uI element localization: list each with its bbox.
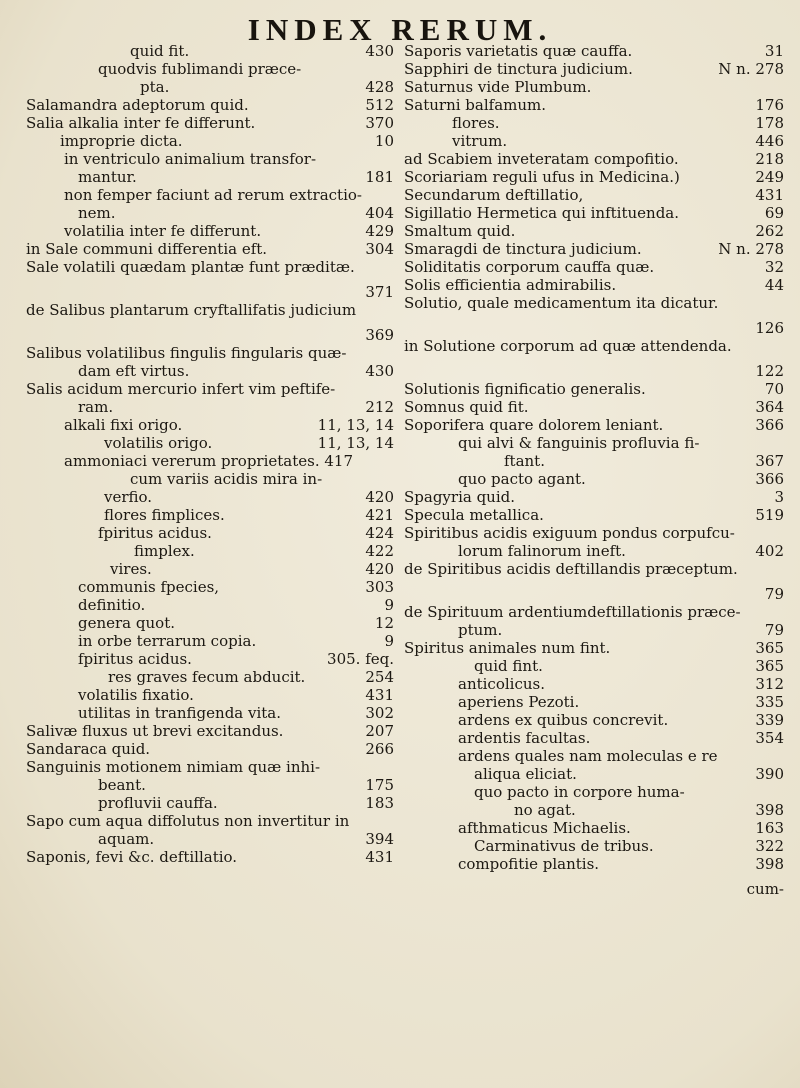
- entry-text: improprie dicta.: [60, 132, 183, 150]
- entry-text: verfio.: [104, 488, 153, 506]
- index-entry: [404, 240, 784, 258]
- entry-text: ad Scabiem inveteratam compofitio.: [404, 150, 679, 168]
- entry-text: profluvii cauffa.: [98, 794, 218, 812]
- entry-page-ref: 431: [365, 848, 394, 866]
- entry-page-ref: 422: [365, 542, 394, 560]
- entry-text: Smaragdi de tinctura judicium.: [404, 240, 642, 258]
- entry-text: Saturni balfamum.: [404, 96, 547, 114]
- index-entry: [404, 657, 784, 675]
- right-column: [404, 42, 784, 898]
- entry-text: nem.: [78, 204, 116, 222]
- entry-page-ref: 402: [755, 542, 784, 560]
- entry-page-ref: 420: [365, 560, 394, 578]
- index-entry: [18, 114, 394, 132]
- entry-text: Saturnus vide Plumbum.: [404, 78, 592, 96]
- index-entry: [18, 506, 394, 524]
- entry-page-ref: 212: [365, 398, 394, 416]
- index-entry: [18, 398, 394, 416]
- entry-page-ref: 266: [365, 740, 394, 758]
- index-entry: [18, 319, 394, 344]
- entry-page-ref: 369: [365, 326, 394, 344]
- index-entry: [18, 380, 394, 398]
- entry-page-ref: 394: [365, 830, 394, 848]
- entry-text: dam eft virtus.: [78, 362, 190, 380]
- entry-page-ref: 163: [755, 819, 784, 837]
- entry-page-ref: 431: [365, 686, 394, 704]
- entry-text: flores.: [452, 114, 500, 132]
- index-entry: [404, 380, 784, 398]
- index-entry: [404, 729, 784, 747]
- index-entry: [18, 668, 394, 686]
- entry-page-ref: 249: [755, 168, 784, 186]
- entry-text: Smaltum quid.: [404, 222, 516, 240]
- entry-page-ref: 365: [755, 657, 784, 675]
- entry-page-ref: 70: [764, 380, 784, 398]
- entry-text: de Spirituum ardentiumdeftillationis præce-: [404, 603, 741, 621]
- entry-text: in orbe terrarum copia.: [78, 632, 257, 650]
- entry-text: non femper faciunt ad rerum extractio-: [64, 186, 362, 204]
- left-column: [18, 42, 394, 866]
- entry-text: Salis acidum mercurio infert vim peftife-: [26, 380, 336, 398]
- index-entry: [404, 312, 784, 337]
- index-entry: [404, 204, 784, 222]
- entry-text: definitio.: [78, 596, 146, 614]
- index-entry: [404, 783, 784, 801]
- entry-text: Soporifera quare dolorem leniant.: [404, 416, 664, 434]
- entry-text: flores fimplices.: [104, 506, 225, 524]
- entry-text: Salia alkalia inter fe differunt.: [26, 114, 256, 132]
- entry-text: Salivæ fluxus ut brevi excitandus.: [26, 722, 284, 740]
- index-entry: [404, 578, 784, 603]
- entry-text: Solutionis fignificatio generalis.: [404, 380, 646, 398]
- index-entry: [18, 222, 394, 240]
- entry-text: compofitie plantis.: [458, 855, 600, 873]
- entry-page-ref: 207: [365, 722, 394, 740]
- entry-page-ref: 303: [365, 578, 394, 596]
- entry-text: utilitas in tranfigenda vita.: [78, 704, 282, 722]
- entry-text: aperiens Pezoti.: [458, 693, 580, 711]
- entry-text: Spiritus animales num fint.: [404, 639, 611, 657]
- entry-page-ref: 421: [365, 506, 394, 524]
- index-entry: [404, 747, 784, 765]
- entry-page-ref: 370: [365, 114, 394, 132]
- entry-page-ref: 390: [755, 765, 784, 783]
- index-entry: [404, 337, 784, 355]
- entry-page-ref: 429: [365, 222, 394, 240]
- entry-page-ref: 364: [755, 398, 784, 416]
- index-entry: [18, 416, 394, 434]
- index-entry: [404, 603, 784, 621]
- entry-page-ref: 446: [755, 132, 784, 150]
- entry-text: quodvis fublimandi præce-: [98, 60, 302, 78]
- entry-text: Sanguinis motionem nimiam quæ inhi-: [26, 758, 321, 776]
- entry-text: quid fint.: [474, 657, 543, 675]
- entry-text: de Spiritibus acidis deftillandis præceptum.: [404, 560, 738, 578]
- entry-text: Saporis varietatis quæ cauffa.: [404, 42, 633, 60]
- entry-text: Secundarum deftillatio,: [404, 186, 584, 204]
- entry-page-ref: 10: [374, 132, 394, 150]
- index-entry: [404, 78, 784, 96]
- index-entry: [404, 639, 784, 657]
- entry-text: cum variis acidis mira in-: [130, 470, 323, 488]
- entry-page-ref: 431: [755, 186, 784, 204]
- index-entry: [18, 848, 394, 866]
- entry-page-ref: 430: [365, 362, 394, 380]
- index-entry: [404, 711, 784, 729]
- entry-page-ref: 9: [384, 596, 394, 614]
- index-entry: [404, 60, 784, 78]
- index-entry: [404, 675, 784, 693]
- page-header: INDEX RERUM.: [247, 12, 553, 47]
- index-entry: [404, 693, 784, 711]
- entry-text: aquam.: [98, 830, 155, 848]
- entry-page-ref: 183: [365, 794, 394, 812]
- entry-page-ref: 178: [755, 114, 784, 132]
- index-entry: [404, 294, 784, 312]
- entry-text: Spagyria quid.: [404, 488, 516, 506]
- entry-text: volatilis fixatio.: [78, 686, 194, 704]
- index-entry: [18, 60, 394, 78]
- entry-text: lorum falinorum ineft.: [458, 542, 626, 560]
- index-entry: [18, 452, 394, 470]
- index-entry: [18, 578, 394, 596]
- index-entry: [404, 398, 784, 416]
- entry-text: Salamandra adeptorum quid.: [26, 96, 249, 114]
- entry-page-ref: 69: [764, 204, 784, 222]
- index-entry: [404, 542, 784, 560]
- entry-text: vitrum.: [452, 132, 508, 150]
- index-entry: [18, 812, 394, 830]
- entry-text: quo pacto agant.: [458, 470, 586, 488]
- entry-text: Soliditatis corporum cauffa quæ.: [404, 258, 655, 276]
- entry-page-ref: 366: [755, 416, 784, 434]
- index-entry: [18, 258, 394, 276]
- index-entry: [18, 596, 394, 614]
- entry-text: alkali fixi origo.: [64, 416, 183, 434]
- entry-page-ref: 302: [365, 704, 394, 722]
- entry-page-ref: 404: [365, 204, 394, 222]
- entry-page-ref: 322: [755, 837, 784, 855]
- entry-page-ref: 312: [755, 675, 784, 693]
- entry-page-ref: 79: [764, 585, 784, 603]
- index-entry: [18, 740, 394, 758]
- entry-page-ref: N n. 278: [718, 240, 784, 258]
- index-entry: [404, 114, 784, 132]
- index-entry: [404, 150, 784, 168]
- index-entry: [404, 855, 784, 873]
- entry-page-ref: 366: [755, 470, 784, 488]
- index-entry: [18, 434, 394, 452]
- entry-text: in Solutione corporum ad quæ attendenda.: [404, 337, 732, 355]
- index-entry: [404, 434, 784, 452]
- entry-page-ref: 254: [365, 668, 394, 686]
- index-entry: [18, 560, 394, 578]
- entry-text: communis fpecies,: [78, 578, 220, 596]
- index-entry: [404, 524, 784, 542]
- index-entry: [18, 758, 394, 776]
- entry-page-ref: 339: [755, 711, 784, 729]
- entry-text: Sale volatili quædam plantæ funt præditæ.: [26, 258, 355, 276]
- entry-text: ptum.: [458, 621, 503, 639]
- entry-text: fimplex.: [134, 542, 195, 560]
- entry-text: pta.: [140, 78, 170, 96]
- entry-text: anticolicus.: [458, 675, 545, 693]
- index-entry: [18, 301, 394, 319]
- entry-text: beant.: [98, 776, 146, 794]
- entry-page-ref: N n. 278: [718, 60, 784, 78]
- entry-page-ref: 398: [755, 801, 784, 819]
- index-entry: [18, 168, 394, 186]
- entry-page-ref: 11, 13, 14: [317, 416, 394, 434]
- index-entry: [18, 524, 394, 542]
- entry-text: res graves fecum abducit.: [108, 668, 306, 686]
- entry-text: ammoniaci vererum proprietates. 417: [64, 452, 353, 470]
- entry-text: volatilis origo.: [104, 434, 213, 452]
- entry-page-ref: 176: [755, 96, 784, 114]
- entry-page-ref: 424: [365, 524, 394, 542]
- entry-text: Sigillatio Hermetica qui inftituenda.: [404, 204, 680, 222]
- entry-page-ref: 512: [365, 96, 394, 114]
- index-entry: [18, 344, 394, 362]
- index-entry: [18, 722, 394, 740]
- entry-page-ref: 367: [755, 452, 784, 470]
- entry-text: ardens ex quibus concrevit.: [458, 711, 669, 729]
- entry-page-ref: 181: [365, 168, 394, 186]
- entry-text: Solutio, quale medicamentum ita dicatur.: [404, 294, 719, 312]
- index-entry: [18, 830, 394, 848]
- index-entry: [404, 258, 784, 276]
- index-entry: [18, 132, 394, 150]
- entry-page-ref: 420: [365, 488, 394, 506]
- entry-text: fpiritus acidus.: [78, 650, 192, 668]
- entry-page-ref: 430: [365, 42, 394, 60]
- index-entry: [18, 204, 394, 222]
- entry-text: Salibus volatilibus fingulis fingularis quæ-: [26, 344, 347, 362]
- entry-page-ref: 175: [365, 776, 394, 794]
- index-entry: [18, 470, 394, 488]
- index-entry: [404, 132, 784, 150]
- entry-text: Somnus quid fit.: [404, 398, 529, 416]
- index-entry: [18, 650, 394, 668]
- entry-text: mantur.: [78, 168, 137, 186]
- entry-text: Sapphiri de tinctura judicium.: [404, 60, 633, 78]
- entry-page-ref: 126: [755, 319, 784, 337]
- index-entry: [404, 222, 784, 240]
- index-entry: [404, 801, 784, 819]
- entry-page-ref: 304: [365, 240, 394, 258]
- index-entry: [18, 78, 394, 96]
- index-entry: [18, 686, 394, 704]
- entry-text: Spiritibus acidis exiguum pondus corpufcu-: [404, 524, 735, 542]
- entry-page-ref: 31: [764, 42, 784, 60]
- entry-text: Sandaraca quid.: [26, 740, 151, 758]
- entry-text: genera quot.: [78, 614, 175, 632]
- entry-text: Carminativus de tribus.: [474, 837, 654, 855]
- entry-text: no agat.: [514, 801, 576, 819]
- entry-text: ardens quales nam moleculas e re: [458, 747, 718, 765]
- entry-page-ref: 428: [365, 78, 394, 96]
- entry-text: volatilia inter fe differunt.: [64, 222, 262, 240]
- index-entry: [404, 488, 784, 506]
- entry-text: Saponis, fevi &c. deftillatio.: [26, 848, 238, 866]
- entry-page-ref: 371: [365, 283, 394, 301]
- entry-text: de Salibus plantarum cryftallifatis judicium: [26, 301, 357, 319]
- index-entry: [404, 416, 784, 434]
- entry-text: Specula metallica.: [404, 506, 544, 524]
- index-entry: [18, 542, 394, 560]
- entry-text: in ventriculo animalium transfor-: [64, 150, 317, 168]
- entry-text: in Sale communi differentia eft.: [26, 240, 268, 258]
- entry-page-ref: cum-: [746, 880, 784, 898]
- entry-page-ref: 305. feq.: [327, 650, 394, 668]
- index-entry: [18, 240, 394, 258]
- index-entry: [18, 362, 394, 380]
- index-entry: [404, 621, 784, 639]
- index-entry: [18, 96, 394, 114]
- entry-text: ftant.: [504, 452, 545, 470]
- entry-page-ref: 12: [374, 614, 394, 632]
- entry-text: Sapo cum aqua diffolutus non invertitur in: [26, 812, 350, 830]
- index-entry: [18, 794, 394, 812]
- index-entry: [18, 632, 394, 650]
- entry-text: Solis efficientia admirabilis.: [404, 276, 617, 294]
- index-entry: [404, 470, 784, 488]
- index-entry: [18, 186, 394, 204]
- entry-text: ram.: [78, 398, 114, 416]
- entry-page-ref: 3: [774, 488, 784, 506]
- entry-page-ref: 398: [755, 855, 784, 873]
- index-entry: [404, 42, 784, 60]
- entry-page-ref: 335: [755, 693, 784, 711]
- entry-page-ref: 9: [384, 632, 394, 650]
- entry-page-ref: 11, 13, 14: [317, 434, 394, 452]
- entry-page-ref: 79: [764, 621, 784, 639]
- entry-page-ref: 365: [755, 639, 784, 657]
- index-entry: [404, 96, 784, 114]
- entry-text: afthmaticus Michaelis.: [458, 819, 631, 837]
- index-entry: [404, 506, 784, 524]
- entry-page-ref: 354: [755, 729, 784, 747]
- entry-text: Scoriariam reguli ufus in Medicina.): [404, 168, 680, 186]
- entry-page-ref: 44: [764, 276, 784, 294]
- entry-text: fpiritus acidus.: [98, 524, 212, 542]
- index-entry: [404, 837, 784, 855]
- entry-text: aliqua eliciat.: [474, 765, 577, 783]
- index-entry: [404, 452, 784, 470]
- index-entry: [18, 704, 394, 722]
- index-entry: [404, 765, 784, 783]
- index-entry: [404, 873, 784, 898]
- entry-page-ref: 519: [755, 506, 784, 524]
- entry-text: vires.: [110, 560, 152, 578]
- index-entry: [18, 614, 394, 632]
- entry-page-ref: 262: [755, 222, 784, 240]
- entry-text: quo pacto in corpore huma-: [474, 783, 685, 801]
- index-entry: [404, 186, 784, 204]
- index-entry: [404, 168, 784, 186]
- index-entry: [18, 488, 394, 506]
- entry-text: quid fit.: [130, 42, 190, 60]
- index-entry: [404, 819, 784, 837]
- entry-page-ref: 122: [755, 362, 784, 380]
- index-entry: [18, 776, 394, 794]
- index-entry: [404, 560, 784, 578]
- index-entry: [18, 42, 394, 60]
- entry-page-ref: 218: [755, 150, 784, 168]
- index-entry: [18, 150, 394, 168]
- entry-text: qui alvi & fanguinis profluvia fi-: [458, 434, 700, 452]
- index-entry: [404, 276, 784, 294]
- entry-text: ardentis facultas.: [458, 729, 591, 747]
- index-entry: [404, 355, 784, 380]
- entry-page-ref: 32: [764, 258, 784, 276]
- index-entry: [18, 276, 394, 301]
